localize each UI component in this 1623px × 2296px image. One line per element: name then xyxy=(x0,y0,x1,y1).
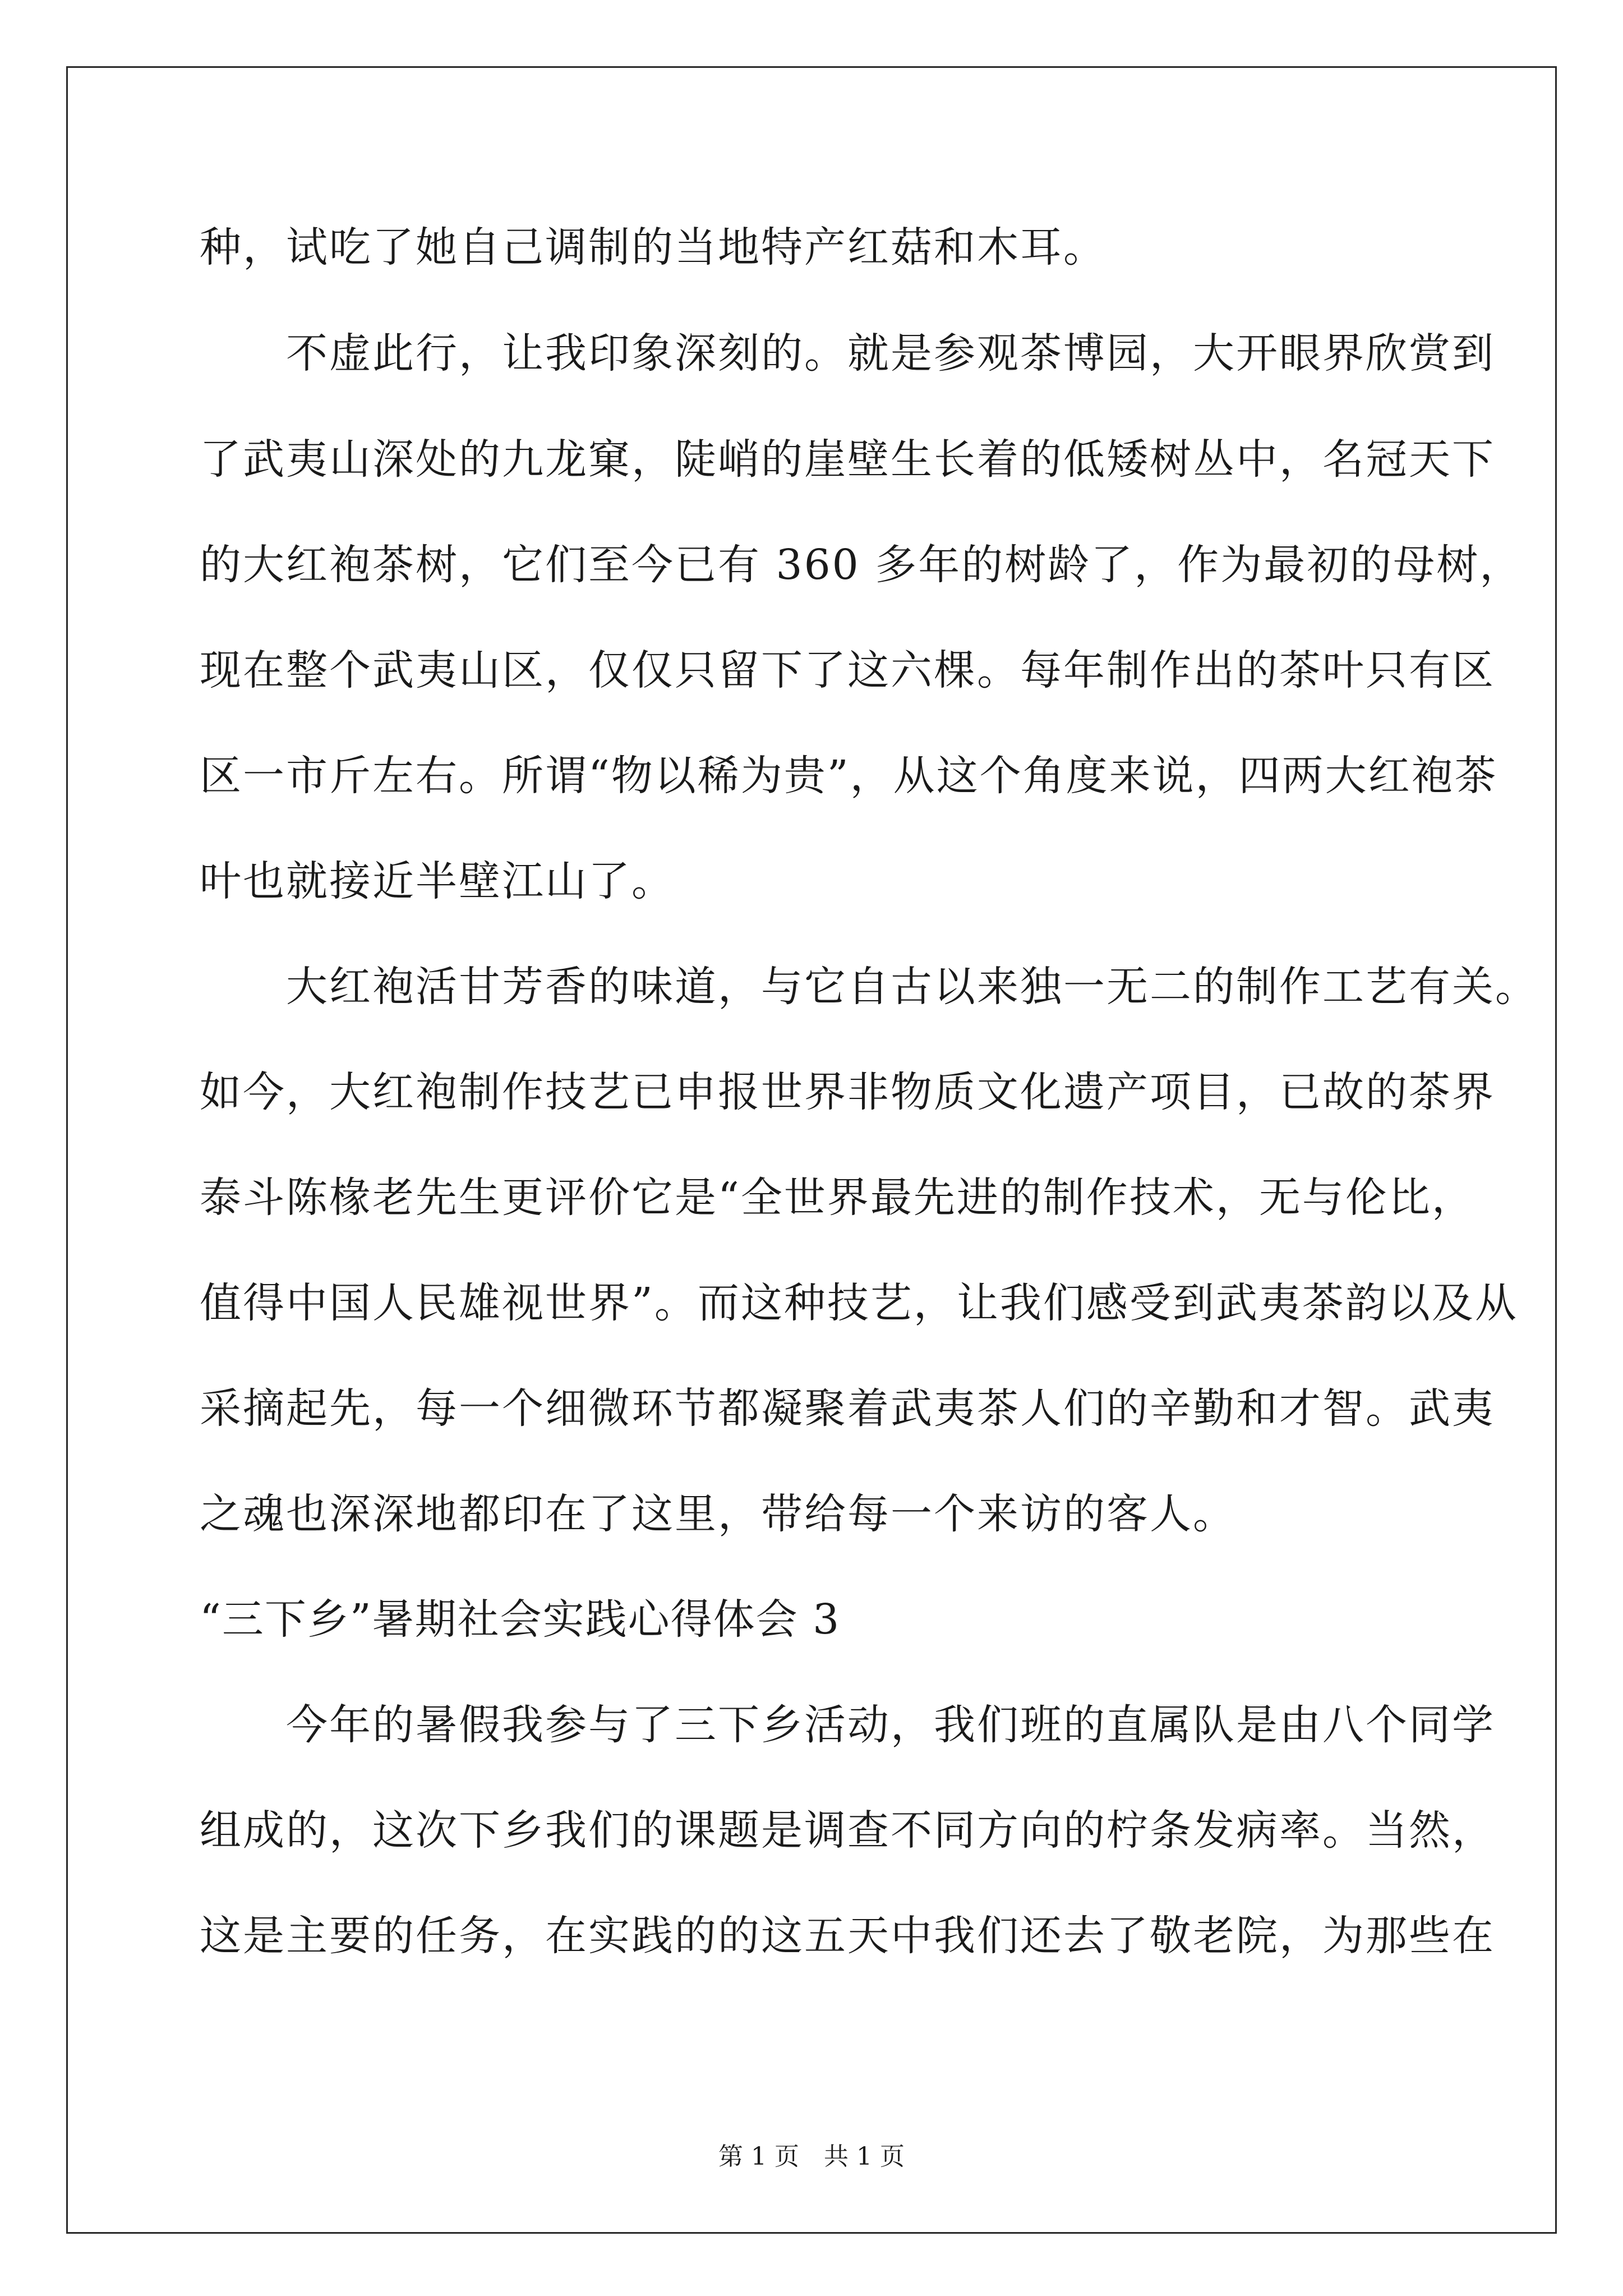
text-line-7: 叶也就接近半壁江山了。 xyxy=(200,857,675,905)
text-line-10: 泰斗陈椽老先生更评价它是“全世界最先进的制作技术，无与伦比， xyxy=(200,1174,1475,1222)
text-line-11: 值得中国人民雄视世界”。而这种技艺，让我们感受到武夷茶韵以及从 xyxy=(200,1279,1518,1327)
text-line-9: 如今，大红袍制作技艺已申报世界非物质文化遗产项目，已故的茶界 xyxy=(200,1068,1495,1116)
text-line-17: 这是主要的任务，在实践的的这五天中我们还去了敬老院，为那些在 xyxy=(200,1912,1495,1960)
section-heading: “三下乡”暑期社会实践心得体会 3 xyxy=(200,1595,841,1644)
text-line-13: 之魂也深深地都印在了这里，带给每一个来访的客人。 xyxy=(200,1490,1236,1538)
text-line-2: 不虚此行，让我印象深刻的。就是参观茶博园，大开眼界欣赏到 xyxy=(200,329,1495,378)
text-line-5: 现在整个武夷山区，仅仅只留下了这六棵。每年制作出的茶叶只有区 xyxy=(200,646,1495,694)
text-line-12: 采摘起先，每一个细微环节都凝聚着武夷茶人们的辛勤和才智。武夷 xyxy=(200,1384,1495,1433)
text-line-4: 的大红袍茶树，它们至今已有 360 多年的树龄了，作为最初的母树， xyxy=(200,541,1523,589)
text-line-6: 区一市斤左右。所谓“物以稀为贵”，从这个角度来说，四两大红袍茶 xyxy=(200,752,1498,800)
text-line-1: 种，试吃了她自己调制的当地特产红菇和木耳。 xyxy=(200,223,1106,272)
text-line-15: 今年的暑假我参与了三下乡活动，我们班的直属队是由八个同学 xyxy=(200,1701,1495,1749)
text-line-8: 大红袍活甘芳香的味道，与它自古以来独一无二的制作工艺有关。 xyxy=(200,963,1538,1011)
text-line-3: 了武夷山深处的九龙窠，陡峭的崖壁生长着的低矮树丛中，名冠天下 xyxy=(200,435,1495,484)
page-border xyxy=(66,66,1557,2234)
text-line-16: 组成的，这次下乡我们的课题是调查不同方向的柠条发病率。当然， xyxy=(200,1806,1495,1855)
page-number-footer: 第 1 页 共 1 页 xyxy=(718,2142,905,2171)
